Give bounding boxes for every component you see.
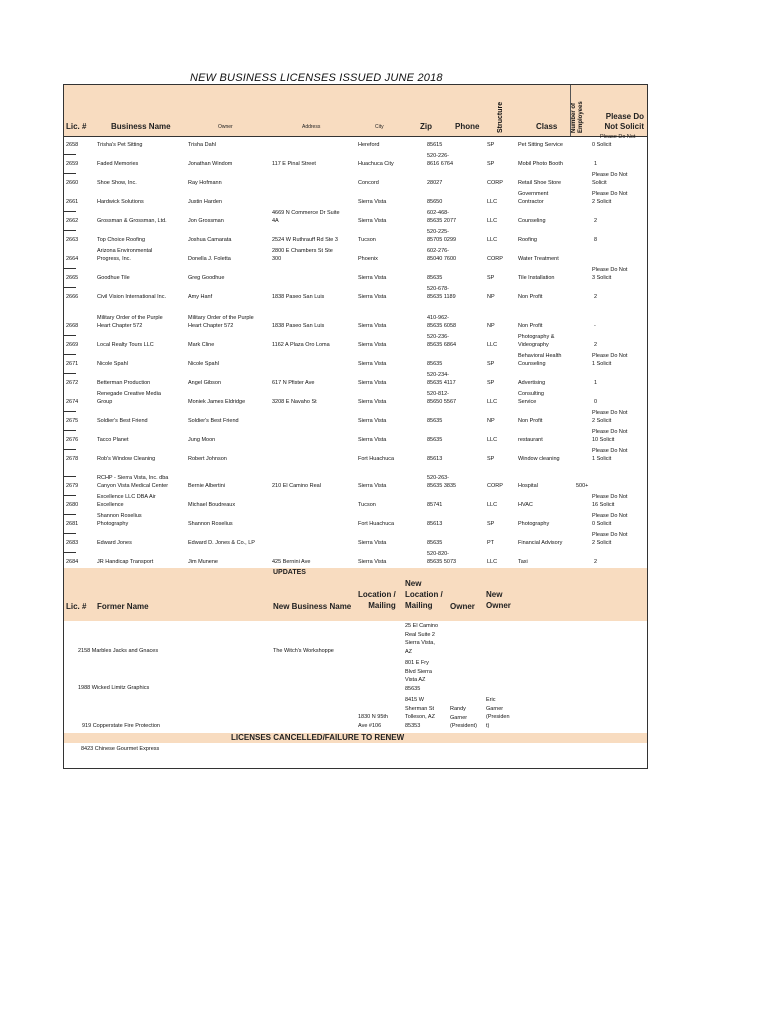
row-city: Sierra Vista [358,380,387,386]
update-row-2-former: 1988 Wicked Limitz Graphics [78,685,150,691]
cancelled-row: 8423 Chinese Gourmet Express [81,746,160,752]
row-class: Government Contractor [518,190,549,205]
row-owner: Bernie Albertini [188,483,225,489]
row-business: Faded Memories [97,161,139,167]
row-lic: 2662 [66,218,79,224]
row-business: Tacco Planet [97,437,129,443]
row-class: Window cleaning [518,456,560,462]
row-city: Sierra Vista [358,218,387,224]
header-phone: Phone [455,122,480,131]
row-zip-phone: 520-225- 85705 0299 [427,228,457,243]
row-class: Mobil Photo Booth [518,161,563,167]
row-solicit: - [594,323,596,329]
row-business: Arizona Environmental Progress, Inc. [97,247,153,262]
header-structure: Structure [497,101,504,133]
row-class: Retail Shoe Store [518,180,562,186]
row-address: 2800 E Chambers St Ste 300 [272,247,333,262]
row-lic: 2669 [66,342,79,348]
row-zip-phone: 602-468- 85635 2077 [427,209,457,224]
updates-header-newowner: New Owner [486,590,511,610]
row-business: Goodhue Tile [97,275,130,281]
row-solicit: Please Do Not 16 Solicit [592,493,628,508]
row-owner: Michael Boudreaux [188,502,236,508]
row-solicit: 8 [594,237,598,243]
row-owner: Robert Johnson [188,456,227,462]
row-address: 3208 E Navaho St [272,399,317,405]
updates-header-newlocation: New Location / Mailing [405,579,443,610]
update-row-1-newlocation: 25 El Camino Real Suite 2 Sierra Vista, AZ [405,623,439,655]
row-structure: LLC [487,199,498,205]
row-solicit: Please Do Not 2 Solicit [592,409,628,424]
row-zip-phone: 85615 [427,142,443,148]
row-lic: 2660 [66,180,79,186]
row-solicit: 0 [594,399,598,405]
row-city: Phoenix [358,256,378,262]
row-owner: Soldier's Best Friend [188,418,239,424]
updates-header [64,568,647,621]
row-lic: 2680 [66,502,79,508]
row-solicit: 0 Solicit [592,142,612,148]
row-class: Photography & Videography [518,333,555,348]
update-row-3-newowner: Eric Garner (Presiden t) [486,697,510,729]
row-city: Sierra Vista [358,294,387,300]
row-owner: Nicole Spahl [188,361,219,367]
row-city: Sierra Vista [358,437,387,443]
row-business: Betterman Production [97,380,151,386]
row-owner: Edward D. Jones & Co., LP [188,540,255,546]
row-zip-phone: 85613 [427,521,443,527]
header-lic: Lic. # [66,122,87,131]
row-structure: LLC [487,559,498,565]
row-structure: LLC [487,399,498,405]
row-zip-phone: 520-263- 85635 3835 [427,474,457,489]
row-city: Sierra Vista [358,399,387,405]
row-lic: 2676 [66,437,79,443]
header-solicit: Please Do Not Solicit [604,112,644,131]
header-employees: Number of Employees [571,101,584,133]
row-address: 1838 Paseo San Luis [272,294,325,300]
row-zip-phone: 85635 [427,437,443,443]
row-lic: 2661 [66,199,79,205]
update-row-1-newname: The Witch's Workshoppe [273,648,334,654]
row-divider [64,514,76,515]
row-owner: Moniek James Eldridge [188,399,246,405]
row-divider [64,411,76,412]
row-structure: LLC [487,502,498,508]
row-zip-phone: 520-678- 85635 1189 [427,285,456,300]
row-solicit: 2 [594,294,598,300]
row-structure: CORP [487,256,503,262]
row-business: Shoe Show, Inc. [97,180,137,186]
row-city: Sierra Vista [358,275,387,281]
header-owner: Owner [218,124,233,130]
row-solicit: 2 [594,342,598,348]
row-class: Photography [518,521,550,527]
row-solicit: Please Do Not 1 Solicit [592,447,628,462]
updates-header-location: Location / Mailing [358,590,396,610]
updates-header-former: Former Name [97,602,149,611]
row-solicit: Please Do Not 2 Solicit [592,531,628,546]
row-divider [64,430,76,431]
row-owner: Amy Hanf [188,294,213,300]
row-lic: 2681 [66,521,79,527]
row-business: Trisha's Pet Sitting [97,142,143,148]
header-business: Business Name [111,122,171,131]
row-divider [64,373,76,374]
row-owner: Angel Gibson [188,380,222,386]
row-zip-phone: 520-226- 8616 6764 [427,152,453,167]
row-solicit: Please Do Not 2 Solicit [592,190,628,205]
row-address: 4669 N Commerce Dr Suite 4A [272,209,340,224]
row-city: Sierra Vista [358,323,387,329]
header-zip: Zip [420,122,432,131]
row-business: Renegade Creative Media Group [97,390,161,405]
row-lic: 2674 [66,399,79,405]
row-business: JR Handicap Transport [97,559,154,565]
row-zip-phone: 85635 [427,361,443,367]
row-lic: 2672 [66,380,79,386]
row-address: 1838 Paseo San Luis [272,323,325,329]
row-class: restaurant [518,437,543,443]
row-structure: SP [487,275,495,281]
row-structure: LLC [487,437,498,443]
row-structure: PT [487,540,495,546]
row-structure: SP [487,142,495,148]
row-owner: Jon Grossman [188,218,224,224]
row-solicit: 500+ [576,483,589,489]
row-business: Nicole Spahl [97,361,128,367]
update-row-3-location: 1830 N 95th Ave #106 [358,714,388,729]
row-divider [64,287,76,288]
row-structure: NP [487,418,495,424]
row-lic: 2668 [66,323,79,329]
row-solicit: Please Do Not Solicit [592,171,628,186]
row-divider [64,476,76,477]
row-class: Hospital [518,483,538,489]
row-owner: Jim Munene [188,559,218,565]
row-divider [64,552,76,553]
updates-header-lic: Lic. # [66,602,87,611]
row-class: Water Treatment [518,256,559,262]
row-divider [64,495,76,496]
row-structure: CORP [487,483,503,489]
row-business: Shannon Roselius Photography [97,512,142,527]
row-city: Sierra Vista [358,361,387,367]
row-business: Local Realty Tours LLC [97,342,154,348]
row-divider [64,354,76,355]
row-lic: 2671 [66,361,79,367]
row-zip-phone: 85613 [427,456,443,462]
row-class: Roofing [518,237,537,243]
row-owner: Justin Harden [188,199,222,205]
row-zip-phone: 85635 [427,418,443,424]
update-row-3-owner: Randy Garner (President) [450,706,477,729]
row-class: Counseling [518,218,546,224]
row-structure: LLC [487,237,498,243]
header-class: Class [536,122,558,131]
row-structure: CORP [487,180,503,186]
row-divider [64,449,76,450]
row-divider [64,335,76,336]
row-divider [64,173,76,174]
row-owner: Mark Cline [188,342,215,348]
row-structure: NP [487,323,495,329]
row-zip-phone: 85741 [427,502,443,508]
header-city: City [375,124,384,130]
row-city: Hereford [358,142,380,148]
row-lic: 2683 [66,540,79,546]
row-business: Hardwick Solutions [97,199,144,205]
row-city: Fort Huachuca [358,521,395,527]
row-divider [64,268,76,269]
row-class: Non Profit [518,294,543,300]
row-solicit: 2 [594,559,598,565]
row-business: RCHP - Sierra Vista, Inc. dba Canyon Vista Medical Center [97,474,169,489]
row-divider [64,154,76,155]
row-solicit: 1 [594,161,598,167]
row-owner: Shannon Roselius [188,521,233,527]
updates-header-owner: Owner [450,602,475,611]
row-lic: 2679 [66,483,79,489]
row-lic: 2658 [66,142,79,148]
row-structure: SP [487,521,495,527]
row-structure: SP [487,380,495,386]
row-lic: 2665 [66,275,79,281]
row-owner: Military Order of the Purple Heart Chapter 572 [188,314,254,329]
row-zip-phone: 520-234- 85635 4117 [427,371,456,386]
row-zip-phone: 85635 [427,275,443,281]
row-class: Non Profit [518,418,543,424]
row-lic: 2664 [66,256,79,262]
row-structure: NP [487,294,495,300]
row-city: Tucson [358,237,376,243]
row-class: Taxi [518,559,528,565]
updates-label: UPDATES [273,569,306,576]
updates-header-newname: New Business Name [273,602,352,611]
row-zip-phone: 520-820- 85635 5073 [427,550,457,565]
row-address: 425 Bernini Ave [272,559,311,565]
row-business: Military Order of the Purple Heart Chapter 572 [97,314,163,329]
row-business: Excellence LLC DBA Air Excellence [97,493,156,508]
row-divider [64,533,76,534]
row-owner: Greg Goodhue [188,275,225,281]
row-zip-phone: 602-276- 85040 7600 [427,247,457,262]
row-address: 617 N Pfister Ave [272,380,315,386]
row-structure: SP [487,456,495,462]
row-lic: 2666 [66,294,79,300]
row-business: Civil Vision International Inc. [97,294,166,300]
row-city: Sierra Vista [358,418,387,424]
row-class: Advertising [518,380,546,386]
row-solicit: Please Do Not 0 Solicit [592,512,628,527]
row-zip-phone: 85650 [427,199,443,205]
row-lic: 2663 [66,237,79,243]
row-address: 117 E Pinal Street [272,161,316,167]
row-solicit: Please Do Not 10 Solicit [592,428,628,443]
row-lic: 2659 [66,161,79,167]
row-solicit: 2 [594,218,598,224]
header-divider [570,85,571,136]
row-address: 1162 A Plaza Oro Loma [272,342,330,348]
row-zip-phone: 520-812- 85650 5567 [427,390,457,405]
row-solicit: 1 [594,380,598,386]
page-title: NEW BUSINESS LICENSES ISSUED JUNE 2018 [190,72,443,84]
row-owner: Jonathan Windom [188,161,233,167]
row-class: Pet Sitting Service [518,142,563,148]
row-business: Grossman & Grossman, Ltd. [97,218,167,224]
update-row-3-newlocation: 8415 W Sherman St Tolleson, AZ 85353 [405,697,435,729]
row-city: Sierra Vista [358,540,387,546]
row-solicit: Please Do Not 1 Solicit [592,352,628,367]
update-row-1-former: 2158 Marbles Jacks and Gnaces [78,648,159,654]
row-business: Top Choice Roofing [97,237,146,243]
cancelled-label: LICENSES CANCELLED/FAILURE TO RENEW [231,733,405,742]
row-divider [64,211,76,212]
row-city: Huachuca City [358,161,394,167]
row-class: Non Profit [518,323,543,329]
row-class: HVAC [518,502,533,508]
update-row-2-newlocation: 801 E Fry Blvd Sierra Vista AZ 85635 [405,660,432,692]
row-solicit-note: Please Do Not [600,133,636,140]
row-structure: LLC [487,342,498,348]
row-zip-phone: 85635 [427,540,443,546]
row-owner: Donella J. Foletta [188,256,231,262]
row-structure: SP [487,361,495,367]
row-class: Behavioral Health Counseling [518,352,562,367]
row-zip-phone: 410-962- 85635 6058 [427,314,457,329]
row-structure: SP [487,161,495,167]
row-business: Rob's Window Cleaning [97,456,156,462]
header-address: Address [302,124,321,130]
row-lic: 2675 [66,418,79,424]
row-class: Consulting Service [518,390,544,405]
row-solicit: Please Do Not 3 Solicit [592,266,628,281]
row-city: Sierra Vista [358,483,387,489]
row-structure: LLC [487,218,498,224]
row-lic: 2678 [66,456,79,462]
row-lic: 2684 [66,559,79,565]
row-city: Fort Huachuca [358,456,395,462]
row-address: 210 El Camino Real [272,483,321,489]
row-class: Financial Advisory [518,540,563,546]
row-city: Sierra Vista [358,342,387,348]
row-divider [64,230,76,231]
row-city: Concord [358,180,379,186]
update-row-3-former: 919 Copperstate Fire Protection [82,723,160,729]
row-owner: Ray Hofmann [188,180,222,186]
row-city: Sierra Vista [358,199,387,205]
row-business: Soldier's Best Friend [97,418,148,424]
row-zip-phone: 520-236- 85635 6864 [427,333,457,348]
row-city: Sierra Vista [358,559,387,565]
row-owner: Joshua Camarata [188,237,232,243]
row-class: Tile Installation [518,275,555,281]
row-zip-phone: 28027 [427,180,443,186]
row-owner: Jung Moon [188,437,216,443]
row-owner: Trisha Dahl [188,142,216,148]
row-business: Edward Jones [97,540,132,546]
row-address: 2524 W Ruthrauff Rd Ste 3 [272,237,338,243]
row-city: Tucson [358,502,376,508]
